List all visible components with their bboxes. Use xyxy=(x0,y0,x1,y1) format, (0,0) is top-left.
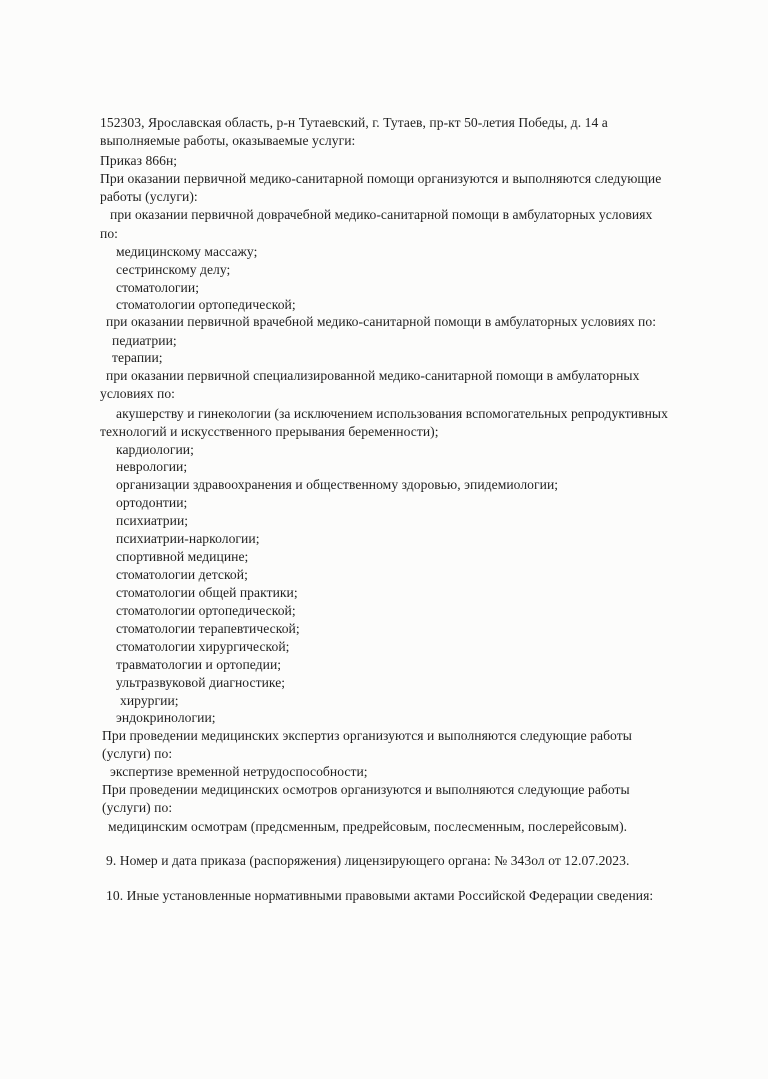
list-item: стоматологии хирургической; xyxy=(116,639,290,654)
text-line: при оказании первичной доврачебной медико-санитарной помощи в амбулаторных условиях xyxy=(110,207,653,222)
list-item: хирургии; xyxy=(120,693,179,708)
list-item: медицинскому массажу; xyxy=(116,244,258,259)
text-line: выполняемые работы, оказываемые услуги: xyxy=(100,133,356,148)
list-item: психиатрии-наркологии; xyxy=(116,531,260,546)
text-line: работы (услуги): xyxy=(100,189,198,204)
list-item: стоматологии; xyxy=(116,280,200,295)
list-item: сестринскому делу; xyxy=(116,262,231,277)
address-line: 152303, Ярославская область, р-н Тутаевский, г. Тутаев, пр-кт 50-летия Победы, д. 14 а xyxy=(100,115,608,130)
order-number-line: 9. Номер и дата приказа (распоряжения) лицензирующего органа: № 343ол от 12.07.2023. xyxy=(106,853,630,868)
list-item: стоматологии ортопедической; xyxy=(116,603,296,618)
text-line: (услуги) по: xyxy=(102,746,173,761)
list-item: неврологии; xyxy=(116,459,188,474)
list-item: терапии; xyxy=(112,350,163,365)
text-line: При проведении медицинских экспертиз организуются и выполняются следующие работы xyxy=(102,728,632,743)
list-item: педиатрии; xyxy=(112,333,177,348)
list-item: стоматологии общей практики; xyxy=(116,585,298,600)
text-line: При проведении медицинских осмотров организуются и выполняются следующие работы xyxy=(102,782,630,797)
text-line: при оказании первичной врачебной медико-санитарной помощи в амбулаторных условиях по: xyxy=(106,314,657,329)
list-item: травматологии и ортопедии; xyxy=(116,657,282,672)
list-item: ортодонтии; xyxy=(116,495,188,510)
list-item: стоматологии ортопедической; xyxy=(116,297,296,312)
list-item: стоматологии терапевтической; xyxy=(116,621,300,636)
text-line: условиях по: xyxy=(100,386,176,401)
list-item: психиатрии; xyxy=(116,513,189,528)
text-line: при оказании первичной специализированной медико-санитарной помощи в амбулаторных xyxy=(106,368,640,383)
list-item: стоматологии детской; xyxy=(116,567,248,582)
text-line: (услуги) по: xyxy=(102,800,173,815)
list-item: кардиологии; xyxy=(116,442,194,457)
list-item: медицинским осмотрам (предсменным, предрейсовым, послесменным, послерейсовым). xyxy=(108,819,628,834)
text-line: При оказании первичной медико-санитарной помощи организуются и выполняются следующие xyxy=(100,171,662,186)
text-line: по: xyxy=(100,226,118,241)
list-item: экспертизе временной нетрудоспособности; xyxy=(110,764,368,779)
other-info-line: 10. Иные установленные нормативными правовыми актами Российской Федерации сведения: xyxy=(106,888,654,903)
list-item: спортивной медицине; xyxy=(116,549,249,564)
order-line: Приказ 866н; xyxy=(100,153,178,168)
text-line: технологий и искусственного прерывания беременности); xyxy=(100,424,439,439)
list-item: организации здравоохранения и общественному здоровью, эпидемиологии; xyxy=(116,477,559,492)
list-item: акушерству и гинекологии (за исключением использования вспомогательных репродуктивных xyxy=(116,406,668,421)
list-item: эндокринологии; xyxy=(116,710,216,725)
list-item: ультразвуковой диагностике; xyxy=(116,675,286,690)
